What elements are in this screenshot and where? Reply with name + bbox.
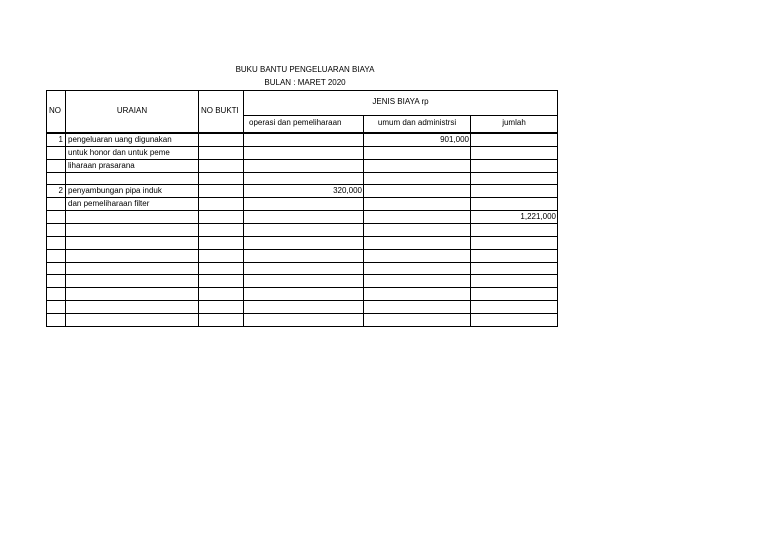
cell-no [47,249,66,262]
cell-operasi [244,224,364,237]
cell-no [47,172,66,185]
cell-uraian: untuk honor dan untuk peme [66,146,199,159]
table-row [47,211,558,224]
table-row [47,159,558,172]
cell-umum [364,288,471,301]
cell-operasi [244,159,364,172]
cell-uraian [66,262,199,275]
expense-table [46,90,558,327]
cell-no [47,301,66,314]
cell-umum [364,301,471,314]
cell-no-bukti [199,275,244,288]
cell-umum [364,198,471,211]
header-umum: umum dan administrsi [364,116,471,133]
cell-uraian [66,172,199,185]
table-row [47,301,558,314]
cell-no-bukti [199,146,244,159]
header-jenis-biaya: JENIS BIAYA rp [244,91,558,116]
report-title: BUKU BANTU PENGELUARAN BIAYA [235,65,375,74]
table-row [47,185,558,198]
cell-no-bukti [199,159,244,172]
table-row [47,172,558,185]
cell-uraian [66,275,199,288]
cell-no [47,146,66,159]
cell-jumlah [471,159,558,172]
cell-operasi [244,313,364,326]
cell-uraian: penyambungan pipa induk [66,185,199,198]
cell-jumlah [471,288,558,301]
header-jumlah: jumlah [471,116,558,133]
cell-operasi [244,262,364,275]
cell-no [47,198,66,211]
cell-umum [364,237,471,250]
table-row [47,313,558,326]
cell-jumlah [471,275,558,288]
cell-jumlah [471,172,558,185]
cell-no-bukti [199,301,244,314]
cell-no [47,159,66,172]
cell-jumlah [471,146,558,159]
table-row [47,146,558,159]
table-row [47,224,558,237]
table-row [47,198,558,211]
cell-uraian [66,211,199,224]
cell-operasi [244,146,364,159]
header-operasi: operasi dan pemeliharaan [244,116,364,133]
header-no: NO [47,91,66,133]
cell-umum [364,313,471,326]
cell-uraian: pengeluaran uang digunakan [66,133,199,147]
cell-operasi [244,275,364,288]
cell-no [47,237,66,250]
cell-operasi [244,301,364,314]
table-row [47,262,558,275]
cell-operasi [244,211,364,224]
header-uraian: URAIAN [66,91,199,133]
cell-umum [364,159,471,172]
cell-no-bukti [199,262,244,275]
cell-uraian: dan pemeliharaan filter [66,198,199,211]
cell-operasi [244,133,364,147]
table-row [47,249,558,262]
cell-operasi [244,249,364,262]
table-row [47,288,558,301]
report-month: BULAN : MARET 2020 [264,78,346,87]
cell-no [47,275,66,288]
cell-umum [364,172,471,185]
cell-umum [364,211,471,224]
cell-no [47,211,66,224]
cell-jumlah [471,313,558,326]
cell-uraian [66,237,199,250]
cell-jumlah [471,237,558,250]
cell-uraian: liharaan prasarana [66,159,199,172]
cell-no-bukti [199,185,244,198]
cell-operasi [244,288,364,301]
cell-no-bukti [199,198,244,211]
cell-uraian [66,249,199,262]
cell-jumlah [471,249,558,262]
cell-uraian [66,301,199,314]
cell-umum [364,275,471,288]
cell-no: 2 [47,185,66,198]
cell-umum [364,185,471,198]
cell-no-bukti [199,172,244,185]
cell-no [47,224,66,237]
table-row [47,237,558,250]
cell-no-bukti [199,133,244,147]
cell-jumlah [471,133,558,147]
cell-umum [364,224,471,237]
cell-operasi: 320,000 [244,185,364,198]
cell-no [47,288,66,301]
cell-umum [364,262,471,275]
cell-no-bukti [199,237,244,250]
cell-no-bukti [199,313,244,326]
cell-uraian [66,224,199,237]
cell-no-bukti [199,249,244,262]
cell-operasi [244,198,364,211]
cell-operasi [244,172,364,185]
table-row [47,133,558,147]
cell-umum: 901,000 [364,133,471,147]
cell-jumlah [471,224,558,237]
cell-jumlah [471,262,558,275]
cell-operasi [244,237,364,250]
cell-no [47,262,66,275]
cell-umum [364,146,471,159]
cell-jumlah [471,198,558,211]
cell-uraian [66,288,199,301]
cell-no [47,313,66,326]
cell-no-bukti [199,211,244,224]
cell-uraian [66,313,199,326]
cell-jumlah: 1,221,000 [471,211,558,224]
cell-jumlah [471,185,558,198]
cell-jumlah [471,301,558,314]
cell-umum [364,249,471,262]
cell-no-bukti [199,224,244,237]
cell-no-bukti [199,288,244,301]
header-no-bukti: NO BUKTI [199,91,244,133]
cell-no: 1 [47,133,66,147]
table-row [47,275,558,288]
